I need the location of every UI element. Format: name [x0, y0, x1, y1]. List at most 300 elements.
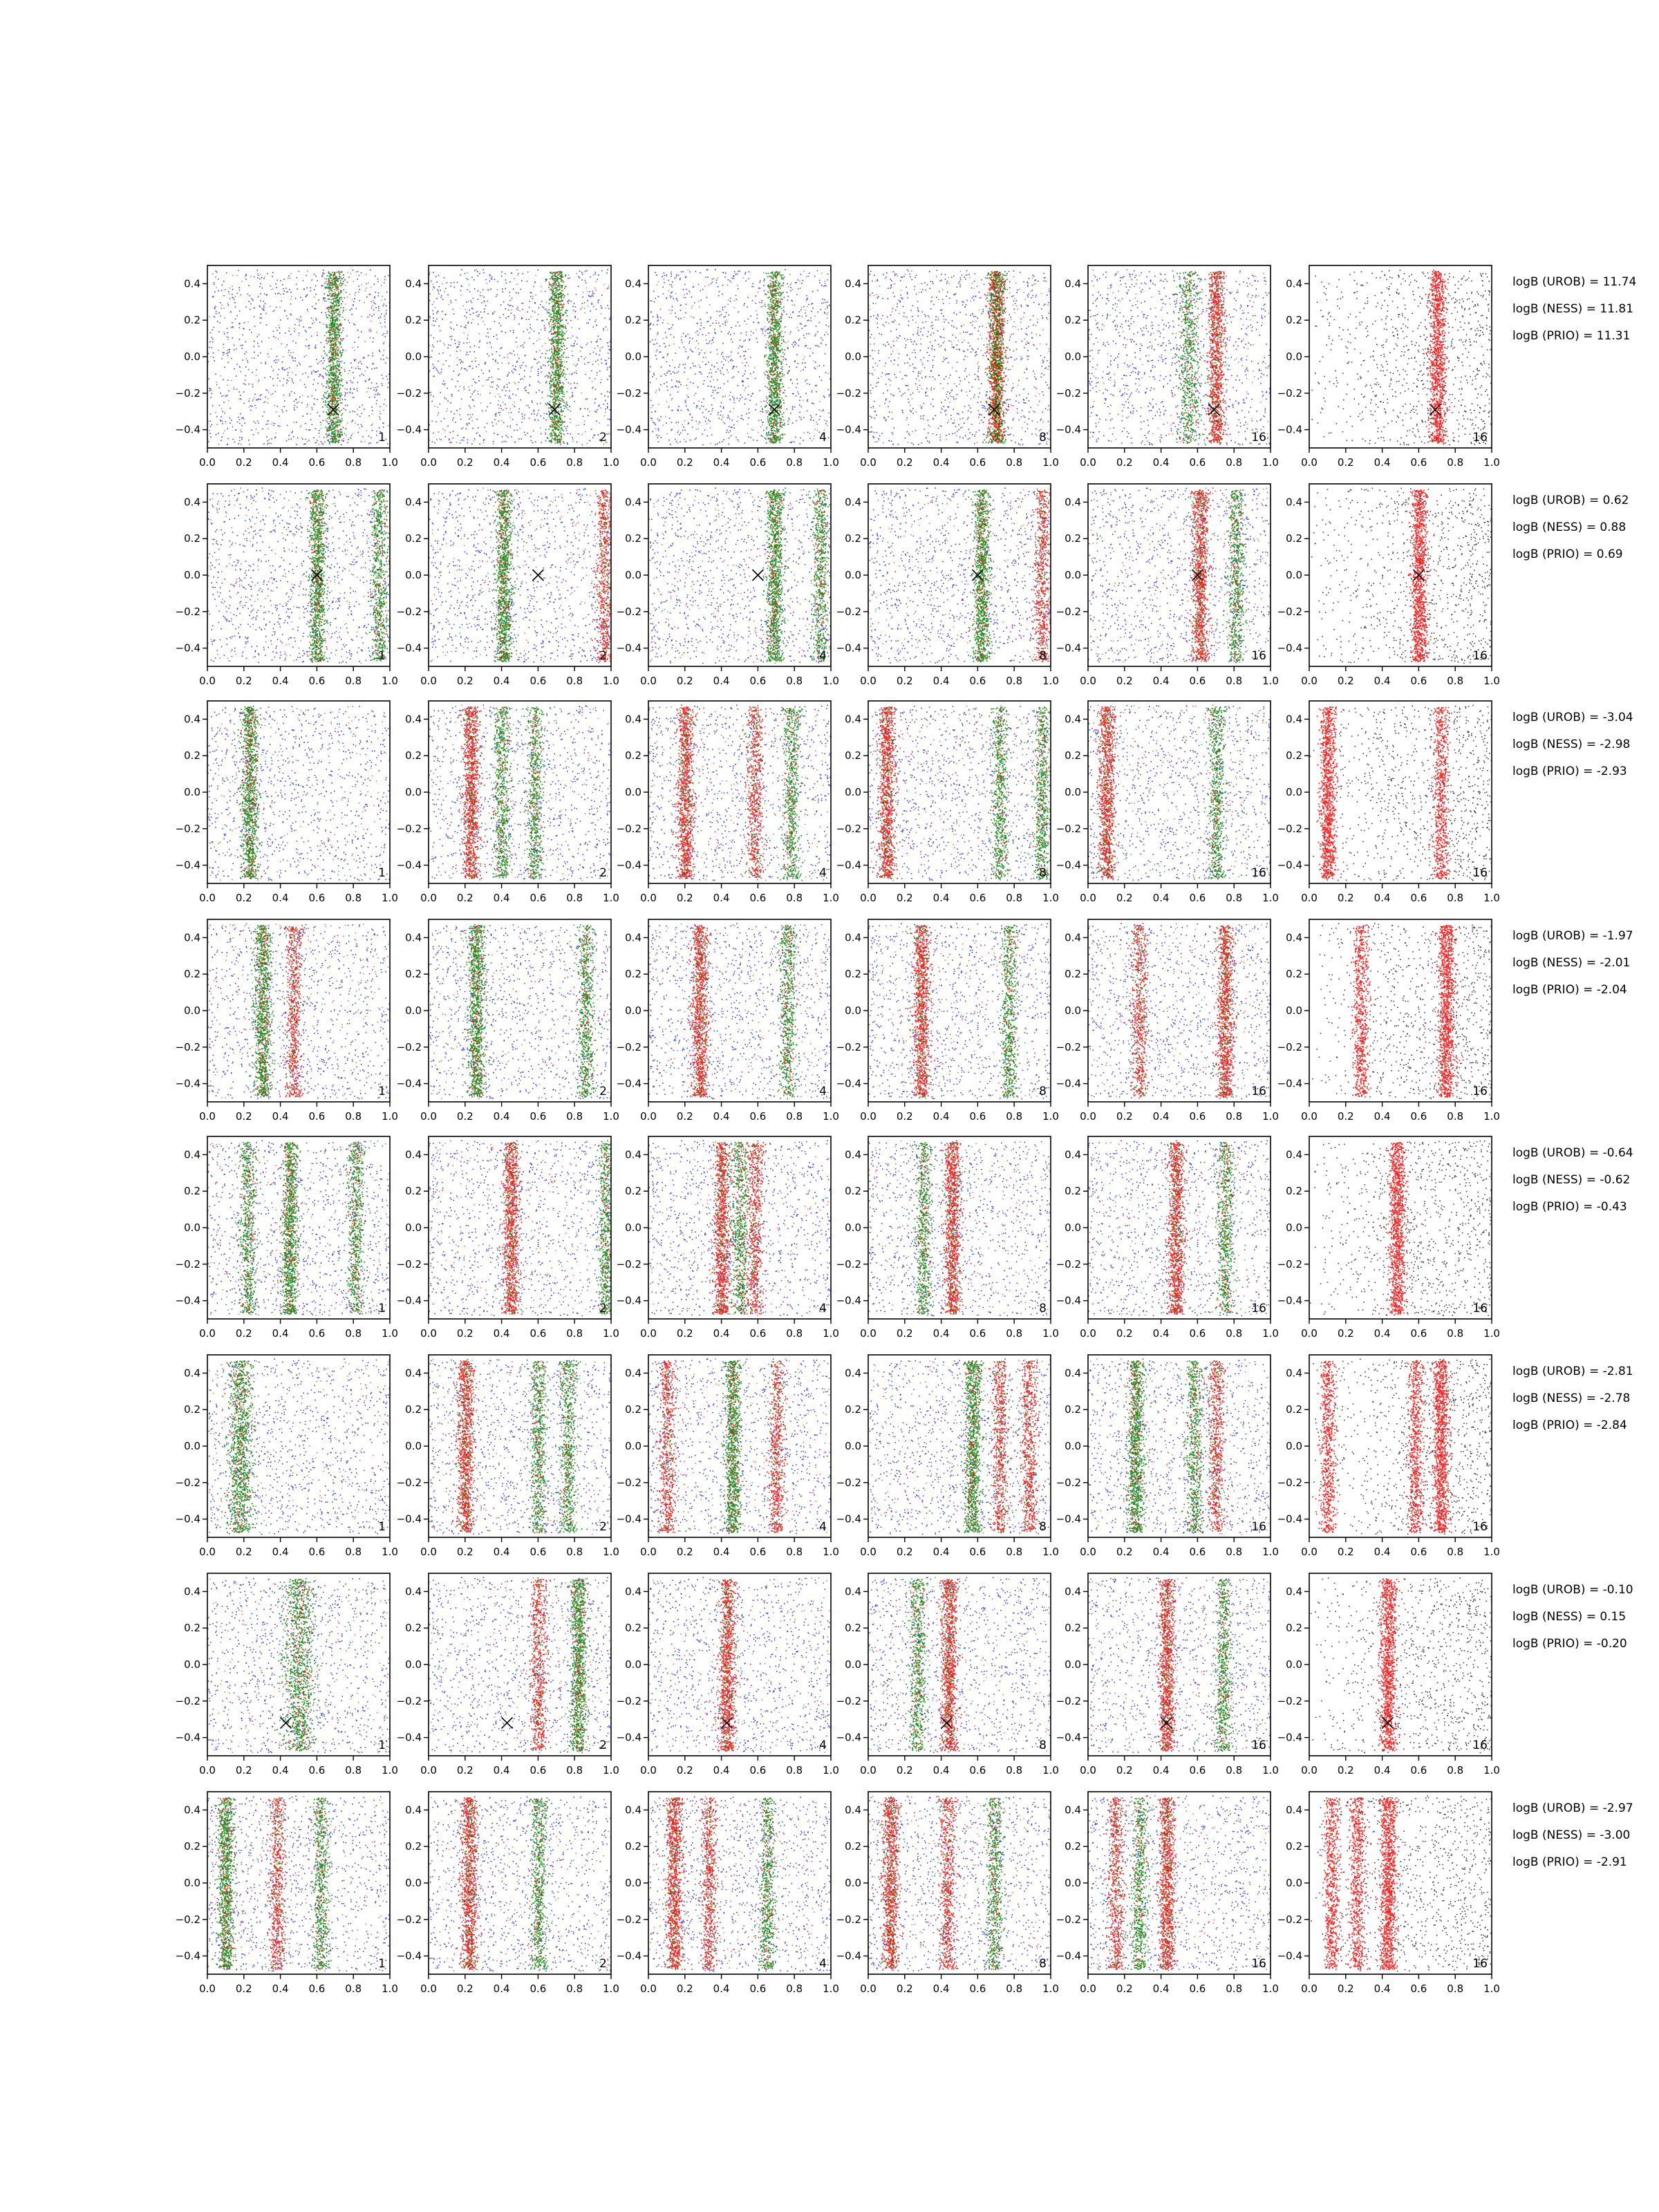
scatter-points — [1088, 1577, 1271, 1753]
x-tick-label: 0.6 — [308, 1110, 326, 1123]
y-tick-label: 0.2 — [1065, 1622, 1081, 1635]
scatter-points — [207, 1796, 391, 1972]
panel-label: 1 — [378, 431, 386, 444]
x-tick-label: 0.8 — [1226, 892, 1243, 904]
panel-label: 16 — [1472, 1520, 1488, 1534]
x-tick-label: 1.0 — [382, 892, 398, 904]
background-points — [429, 489, 612, 664]
y-tick-label: −0.2 — [836, 1257, 861, 1271]
y-tick-label: 0.4 — [1065, 713, 1081, 726]
y-tick-label: −0.4 — [1277, 1949, 1302, 1962]
x-tick-label: 1.0 — [1262, 1764, 1279, 1777]
x-tick-label: 0.8 — [1226, 1110, 1243, 1123]
x-tick-label: 0.8 — [1447, 1546, 1464, 1558]
y-tick-label: −0.2 — [616, 1257, 641, 1271]
axes-frame — [429, 1136, 611, 1319]
y-tick-label: −0.4 — [836, 859, 861, 872]
x-tick-label: 0.2 — [1116, 1764, 1133, 1777]
scattered-red-points — [868, 489, 1048, 662]
x-tick-label: 0.6 — [308, 1983, 326, 1995]
x-tick-label: 1.0 — [603, 1110, 619, 1123]
panel-r4-c4 — [836, 919, 1059, 1123]
panel-r6-c4 — [836, 1355, 1059, 1558]
panel-r4-c3 — [617, 919, 839, 1123]
x-tick-label: 0.4 — [1374, 675, 1391, 687]
x-tick-label: 1.0 — [603, 1546, 619, 1558]
panel-r6-c5 — [1056, 1355, 1279, 1558]
scatter-points — [648, 1796, 832, 1971]
x-tick-label: 0.8 — [566, 892, 583, 904]
scatter-points — [1088, 704, 1271, 881]
stripe-green-3 — [1029, 706, 1058, 879]
background-points — [1088, 923, 1271, 1099]
y-tick-label: 0.4 — [405, 1367, 422, 1380]
x-tick-label: 0.0 — [640, 892, 657, 904]
y-tick-label: 0.2 — [405, 314, 422, 327]
x-tick-label: 0.8 — [566, 1110, 583, 1123]
y-tick-label: −0.4 — [175, 641, 200, 655]
y-tick-label: 0.0 — [405, 1440, 422, 1452]
panel-r3-c1 — [176, 701, 398, 904]
scatter-points — [207, 1577, 391, 1754]
scatter-points — [429, 269, 612, 445]
y-tick-label: 0.0 — [845, 1877, 861, 1889]
x-tick-label: 0.8 — [786, 675, 803, 687]
x-tick-label: 0.8 — [786, 456, 803, 469]
x-tick-label: 1.0 — [382, 1110, 398, 1123]
background-points — [429, 1359, 612, 1535]
scatter-points — [208, 270, 391, 445]
x-tick-label: 0.6 — [308, 675, 326, 687]
x-tick-label: 1.0 — [603, 456, 619, 469]
scattered-red-points — [431, 704, 611, 881]
y-tick-label: 0.4 — [184, 1803, 200, 1817]
scatter-points — [1311, 1795, 1492, 1971]
background-points — [207, 487, 391, 663]
x-tick-label: 0.0 — [1080, 1327, 1096, 1340]
scatter-points — [648, 1140, 832, 1316]
panel-r3-c6 — [1277, 701, 1500, 904]
y-tick-label: −0.2 — [836, 1040, 861, 1053]
stripe-red-2 — [279, 925, 308, 1097]
stripe-red-1 — [1376, 1797, 1402, 1970]
x-tick-label: 1.0 — [1483, 892, 1500, 904]
x-tick-label: 0.8 — [1447, 675, 1464, 687]
x-tick-label: 0.2 — [1337, 1110, 1354, 1123]
y-tick-label: 0.0 — [184, 1221, 200, 1234]
x-tick-label: 0.2 — [1116, 456, 1133, 469]
y-tick-label: 0.4 — [184, 1148, 200, 1161]
scatter-points — [1312, 1359, 1492, 1535]
panel-label: 1 — [378, 1520, 386, 1534]
scattered-red-points — [1089, 1795, 1271, 1969]
y-tick-label: 0.0 — [1286, 1221, 1302, 1234]
axes-frame — [429, 1355, 611, 1537]
y-tick-label: 0.4 — [405, 1803, 422, 1817]
stripe-red-1 — [1374, 1579, 1401, 1751]
stripe-red-1 — [1434, 925, 1465, 1098]
axes-frame — [429, 701, 611, 883]
x-tick-label: 0.6 — [529, 1764, 547, 1777]
y-tick-label: −0.4 — [1277, 423, 1302, 436]
x-tick-label: 0.4 — [272, 1327, 289, 1340]
x-tick-label: 0.4 — [1374, 892, 1391, 904]
y-tick-label: 0.2 — [1065, 749, 1081, 762]
y-tick-label: 0.4 — [1065, 1148, 1081, 1161]
stripe-green-2 — [774, 925, 800, 1097]
scattered-red-points — [1091, 1358, 1271, 1535]
x-tick-label: 0.6 — [1189, 456, 1206, 469]
stripe-green-3 — [777, 706, 805, 879]
y-tick-label: 0.0 — [845, 1658, 861, 1671]
y-tick-label: 0.2 — [1286, 968, 1302, 981]
scattered-green-points — [429, 269, 611, 444]
x-tick-label: 0.6 — [308, 892, 326, 904]
y-tick-label: 0.0 — [845, 350, 861, 363]
panel-r2-c5 — [1056, 484, 1279, 687]
panel-label: 4 — [819, 1520, 827, 1534]
y-tick-label: 0.2 — [845, 1185, 861, 1198]
x-tick-label: 0.6 — [969, 456, 986, 469]
panel-r8-c3 — [617, 1792, 839, 1995]
y-tick-label: 0.2 — [625, 1840, 641, 1853]
y-tick-label: 0.2 — [184, 1403, 200, 1416]
background-points — [1311, 270, 1492, 445]
scattered-green-points — [207, 1141, 391, 1316]
x-tick-label: 0.0 — [420, 456, 437, 469]
y-tick-label: −0.4 — [836, 641, 861, 655]
panel-label: 16 — [1472, 649, 1488, 663]
stripe-green-1 — [318, 271, 346, 443]
x-tick-label: 1.0 — [1042, 1983, 1059, 1995]
x-tick-label: 0.6 — [1189, 1327, 1206, 1340]
x-tick-label: 0.4 — [493, 1546, 510, 1558]
x-tick-label: 1.0 — [382, 1983, 398, 1995]
y-tick-label: 0.2 — [1065, 314, 1081, 327]
x-tick-label: 0.2 — [896, 456, 913, 469]
panel-r1-c3 — [617, 265, 839, 469]
y-tick-label: 0.2 — [184, 1840, 200, 1853]
panel-r5-c5 — [1056, 1136, 1279, 1340]
y-tick-label: 0.2 — [845, 1403, 861, 1416]
y-tick-label: 0.2 — [625, 749, 641, 762]
x-tick-label: 0.4 — [932, 892, 950, 904]
axes-frame — [1088, 1573, 1271, 1756]
y-tick-label: 0.2 — [405, 1840, 422, 1853]
scatter-points — [429, 1359, 612, 1535]
x-tick-label: 0.8 — [1226, 1983, 1243, 1995]
stripe-red-1 — [1205, 271, 1235, 444]
logb-value: logB (NESS) = -2.78 — [1512, 1391, 1631, 1405]
panel-label: 2 — [599, 649, 607, 663]
x-tick-label: 0.6 — [1189, 1110, 1206, 1123]
y-tick-label: 0.2 — [1065, 968, 1081, 981]
panel-r1-c4 — [836, 265, 1059, 469]
panel-label: 8 — [1039, 649, 1047, 663]
y-tick-label: −0.2 — [1056, 386, 1081, 400]
x-tick-label: 0.2 — [1116, 1110, 1133, 1123]
x-tick-label: 0.0 — [1301, 1546, 1318, 1558]
y-tick-label: 0.4 — [845, 1585, 861, 1598]
y-tick-label: −0.4 — [1277, 641, 1302, 655]
panel-label: 16 — [1251, 1085, 1266, 1098]
x-tick-label: 0.8 — [1006, 1546, 1023, 1558]
x-tick-label: 0.0 — [640, 456, 657, 469]
x-tick-label: 0.8 — [786, 1764, 803, 1777]
x-tick-label: 1.0 — [603, 1327, 619, 1340]
panel-label: 16 — [1251, 1957, 1266, 1971]
y-tick-label: −0.2 — [1056, 822, 1081, 835]
x-tick-label: 0.0 — [640, 1327, 657, 1340]
y-tick-label: −0.2 — [836, 1476, 861, 1489]
x-tick-label: 0.0 — [199, 1764, 216, 1777]
x-tick-label: 0.2 — [676, 1110, 693, 1123]
x-tick-label: 0.4 — [1374, 456, 1391, 469]
panel-label: 16 — [1472, 1302, 1488, 1315]
y-tick-label: −0.4 — [616, 423, 641, 436]
x-tick-label: 0.6 — [529, 1327, 547, 1340]
scattered-green-points — [207, 489, 391, 663]
logb-value: logB (PRIO) = -2.91 — [1512, 1855, 1627, 1869]
y-tick-label: 0.2 — [845, 1840, 861, 1853]
stripe-green-3 — [523, 706, 545, 879]
scattered-green-points — [870, 705, 1051, 881]
x-tick-label: 1.0 — [1042, 892, 1059, 904]
y-tick-label: −0.2 — [836, 1913, 861, 1926]
stripe-red-3 — [1315, 1361, 1343, 1533]
background-points — [429, 269, 612, 445]
y-tick-label: 0.2 — [1286, 1403, 1302, 1416]
y-tick-label: 0.4 — [845, 1803, 861, 1817]
scatter-points — [429, 1140, 617, 1316]
panel-label: 2 — [599, 1738, 607, 1752]
y-tick-label: 0.4 — [184, 931, 200, 944]
x-tick-label: 0.2 — [896, 1327, 913, 1340]
stripe-red-2 — [1345, 1797, 1375, 1970]
y-tick-label: 0.2 — [184, 532, 200, 545]
y-tick-label: 0.4 — [625, 1585, 641, 1598]
x-tick-label: 0.4 — [272, 892, 289, 904]
panel-label: 1 — [378, 1957, 386, 1971]
x-tick-label: 0.6 — [749, 1983, 767, 1995]
y-tick-label: 0.4 — [625, 1803, 641, 1817]
logb-value: logB (UROB) = -0.10 — [1512, 1583, 1633, 1597]
y-tick-label: 0.4 — [405, 1148, 422, 1161]
x-tick-label: 0.2 — [456, 1110, 474, 1123]
stripe-mix-2 — [1211, 1580, 1232, 1752]
y-tick-label: 0.0 — [184, 786, 200, 798]
x-tick-label: 0.4 — [713, 1546, 730, 1558]
y-tick-label: −0.2 — [616, 1913, 641, 1926]
x-tick-label: 0.8 — [566, 1764, 583, 1777]
scatter-points — [207, 706, 391, 881]
panel-r2-c2 — [397, 484, 619, 687]
x-tick-label: 0.2 — [235, 1983, 252, 1995]
y-tick-label: −0.2 — [616, 1694, 641, 1707]
y-tick-label: −0.2 — [175, 386, 200, 400]
x-tick-label: 0.4 — [1152, 1546, 1170, 1558]
panel-label: 1 — [378, 866, 386, 880]
x-tick-label: 0.6 — [529, 892, 547, 904]
y-tick-label: −0.4 — [175, 1512, 200, 1526]
panel-label: 16 — [1251, 866, 1266, 880]
x-tick-label: 0.0 — [420, 675, 437, 687]
panel-r1-c1 — [176, 265, 398, 469]
x-tick-label: 0.4 — [713, 456, 730, 469]
y-tick-label: 0.4 — [405, 713, 422, 726]
y-tick-label: −0.4 — [616, 641, 641, 655]
y-tick-label: −0.2 — [1277, 386, 1302, 400]
stripe-red-2 — [741, 706, 768, 878]
scattered-red-points — [429, 270, 612, 444]
y-tick-label: 0.0 — [1065, 1877, 1081, 1889]
y-tick-label: 0.0 — [1065, 786, 1081, 798]
stripe-green-3 — [308, 1798, 337, 1970]
logb-value: logB (UROB) = -1.97 — [1512, 929, 1633, 943]
y-tick-label: 0.0 — [1286, 1658, 1302, 1671]
y-tick-label: −0.4 — [1056, 1949, 1081, 1962]
y-tick-label: −0.4 — [396, 1294, 422, 1307]
y-tick-label: 0.2 — [1065, 1840, 1081, 1853]
x-tick-label: 0.8 — [345, 892, 362, 904]
stripe-green-1 — [762, 271, 790, 444]
x-tick-label: 0.8 — [566, 675, 583, 687]
stripe-red-1 — [663, 1797, 693, 1970]
x-tick-label: 0.8 — [345, 1546, 362, 1558]
x-tick-label: 0.6 — [749, 456, 767, 469]
background-points — [1088, 487, 1272, 664]
x-tick-label: 0.8 — [1447, 1110, 1464, 1123]
x-tick-label: 0.6 — [529, 456, 547, 469]
y-tick-label: 0.0 — [1286, 569, 1302, 581]
x-tick-label: 0.8 — [786, 1327, 803, 1340]
y-tick-label: −0.2 — [1056, 1040, 1081, 1053]
y-tick-label: 0.4 — [1286, 931, 1302, 944]
panel-label: 4 — [819, 1085, 827, 1098]
y-tick-label: 0.2 — [1286, 1622, 1302, 1635]
x-tick-label: 0.2 — [1116, 1546, 1133, 1558]
panel-r1-c5 — [1056, 265, 1279, 469]
x-tick-label: 0.8 — [1006, 456, 1023, 469]
x-tick-label: 0.2 — [896, 1110, 913, 1123]
panel-r7-c6 — [1277, 1573, 1500, 1777]
x-tick-label: 0.8 — [345, 1327, 362, 1340]
x-tick-label: 0.0 — [640, 1110, 657, 1123]
x-tick-label: 0.8 — [1006, 1327, 1023, 1340]
panel-r2-c6 — [1277, 484, 1500, 687]
y-tick-label: 0.2 — [405, 968, 422, 981]
x-tick-label: 0.2 — [235, 675, 252, 687]
x-tick-label: 0.2 — [1337, 456, 1354, 469]
y-tick-label: 0.2 — [405, 532, 422, 545]
panel-label: 4 — [819, 1957, 827, 1971]
x-tick-label: 0.2 — [456, 892, 474, 904]
x-tick-label: 0.2 — [1337, 1983, 1354, 1995]
y-tick-label: −0.4 — [1277, 1294, 1302, 1307]
scatter-points — [207, 1140, 391, 1316]
panel-label: 4 — [819, 649, 827, 663]
y-tick-label: −0.2 — [836, 605, 861, 618]
x-tick-label: 1.0 — [823, 1110, 839, 1123]
y-tick-label: −0.4 — [616, 1512, 641, 1526]
background-points — [208, 270, 391, 445]
panel-r4-c5 — [1056, 919, 1279, 1123]
x-tick-label: 0.2 — [1337, 675, 1354, 687]
scatter-points — [207, 924, 391, 1100]
y-tick-label: 0.0 — [845, 786, 861, 798]
y-tick-label: −0.2 — [616, 605, 641, 618]
scatter-points — [429, 924, 612, 1099]
stripe-mix-3 — [657, 1367, 679, 1533]
stripe-red-1 — [941, 1142, 971, 1315]
stripe-red-2 — [1405, 1360, 1426, 1533]
scatter-points — [1311, 1577, 1493, 1753]
x-tick-label: 0.8 — [566, 1546, 583, 1558]
y-tick-label: −0.4 — [1056, 423, 1081, 436]
y-tick-label: −0.4 — [1277, 1077, 1302, 1090]
y-tick-label: −0.4 — [175, 1731, 200, 1744]
y-tick-label: 0.0 — [184, 1877, 200, 1889]
panel-label: 2 — [599, 866, 607, 880]
y-tick-label: 0.4 — [625, 1367, 641, 1380]
y-tick-label: 0.2 — [184, 1185, 200, 1198]
x-tick-label: 0.2 — [896, 1546, 913, 1558]
x-tick-label: 0.6 — [1189, 675, 1206, 687]
x-tick-label: 0.8 — [1006, 1110, 1023, 1123]
scatter-points — [648, 924, 832, 1100]
y-tick-label: 0.2 — [845, 749, 861, 762]
x-tick-label: 0.8 — [1226, 1327, 1243, 1340]
panel-r7-c5 — [1056, 1573, 1279, 1777]
scatter-points — [1310, 1141, 1492, 1316]
x-tick-label: 0.4 — [493, 1110, 510, 1123]
y-tick-label: −0.2 — [175, 1913, 200, 1926]
y-tick-label: 0.0 — [184, 350, 200, 363]
panel-label: 1 — [378, 649, 386, 663]
x-tick-label: 0.0 — [860, 1327, 877, 1340]
x-tick-label: 0.8 — [1226, 675, 1243, 687]
x-tick-label: 0.6 — [749, 1764, 767, 1777]
panel-r7-c3 — [617, 1573, 839, 1777]
background-points — [1311, 1577, 1493, 1753]
y-tick-label: 0.0 — [1286, 1877, 1302, 1889]
background-points — [648, 704, 832, 881]
y-tick-label: 0.4 — [625, 713, 641, 726]
y-tick-label: −0.4 — [396, 1512, 422, 1526]
stripe-red-1 — [1156, 1579, 1179, 1752]
stripe-green-2 — [998, 925, 1020, 1098]
panel-r5-c2 — [397, 1136, 619, 1340]
y-tick-label: −0.4 — [836, 1512, 861, 1526]
y-tick-label: 0.4 — [1065, 931, 1081, 944]
scatter-points — [1088, 1140, 1271, 1316]
y-tick-label: −0.2 — [396, 1476, 422, 1489]
x-tick-label: 1.0 — [1042, 1110, 1059, 1123]
x-tick-label: 0.8 — [1447, 892, 1464, 904]
y-tick-label: −0.4 — [836, 1077, 861, 1090]
axes-frame — [207, 484, 390, 666]
y-tick-label: 0.0 — [1065, 1658, 1081, 1671]
background-points — [648, 1577, 832, 1752]
x-tick-label: 0.4 — [493, 1983, 510, 1995]
y-tick-label: −0.4 — [175, 423, 200, 436]
stripe-green-2 — [368, 489, 397, 662]
scattered-red-points — [210, 487, 390, 664]
panel-label: 16 — [1251, 1738, 1266, 1752]
x-tick-label: 0.6 — [749, 1110, 767, 1123]
x-tick-label: 0.6 — [1410, 1110, 1427, 1123]
y-tick-label: 0.0 — [845, 569, 861, 581]
